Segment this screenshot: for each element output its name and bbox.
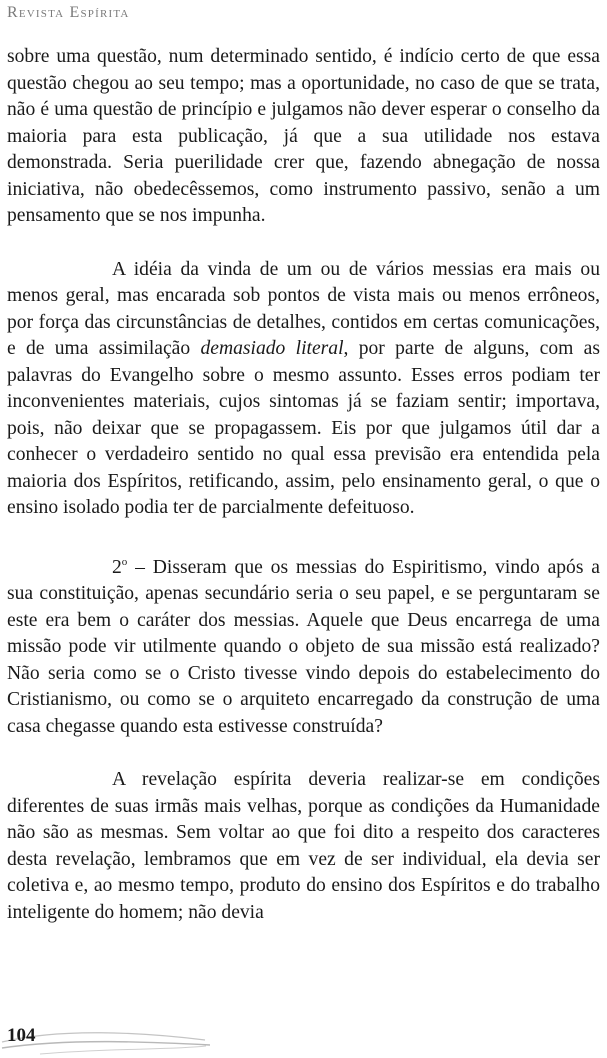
decorative-swoosh-icon — [0, 998, 607, 1058]
running-head-title: Revista Espírita — [7, 4, 130, 21]
paragraph-2 — [7, 257, 600, 522]
paragraph-1: sobre uma questão, num determinado sentido, é indício certo de que essa questão chegou ao seu tempo; mas a oportunidade, no caso de que se trata, não é uma questão de princípio e julgamos não dever esperar o conselho da maioria para esta publicação, já que a sua utilidade nos estava demonstrada. Seria puerilidade crer que, fazendo abnegação de nossa iniciativa, não obedecêssemos, como instrumento passivo, senão a um pensamento que se nos impunha. — [7, 46, 600, 226]
paragraph-2-text-b: , por parte de alguns, com as palavras do Evangelho sobre o mesmo assunto. Esses erros podiam ter inconvenientes materiais, cujos sintomas já se faziam sentir; importava, pois, não deixar que se propagassem. Eis por que julgamos útil dar a conhecer o verdadeiro sentido no qual essa previsão era entendida pela maioria dos Espíritos, retificando, assim, pelo ensinamento geral, o que o ensino isolado podia ter de parcialmente defeituoso. — [7, 338, 600, 518]
paragraph-2-italic: demasiado literal — [200, 338, 344, 359]
page-number: 104 — [7, 1025, 36, 1046]
ordinal-indicator: o — [121, 555, 128, 568]
paragraph-2-text-a: A idéia da vinda de um ou de vários messias era mais ou menos geral, mas encarada sob pontos de vista mais ou menos errôneos, por força das circunstâncias de detalhes, contidos em certas comunicações, e de uma assimilação — [7, 258, 600, 359]
page-footer — [0, 998, 607, 1058]
paragraph-3-text: – Disseram que os messias do Espiritismo, vindo após a sua constituição, apenas secundário seria o seu papel, e se perguntaram se este era bem o caráter dos messias. Aquele que Deus encarrega de uma missão pode vir utilmente quando o objeto de sua missão está realizado? Não seria como se o Cristo tivesse vindo depois do estabelecimento do Cristianismo, ou como se o arquiteto encarregado da construção de uma casa chegasse quando esta estivesse construída? — [7, 556, 600, 737]
paragraph-4: A revelação espírita deveria realizar-se em condições diferentes de suas irmãs mais velhas, porque as condições da Humanidade não são as mesmas. Sem voltar ao que foi dito a respeito dos caracteres desta revelação, lembramos que em vez de ser individual, ela devia ser coletiva e, ao mesmo tempo, produto do ensino dos Espíritos e do trabalho inteligente do homem; não devia — [7, 769, 600, 923]
paragraph-3 — [7, 549, 600, 741]
item-number: 2 — [112, 556, 122, 578]
page-body — [7, 44, 600, 926]
